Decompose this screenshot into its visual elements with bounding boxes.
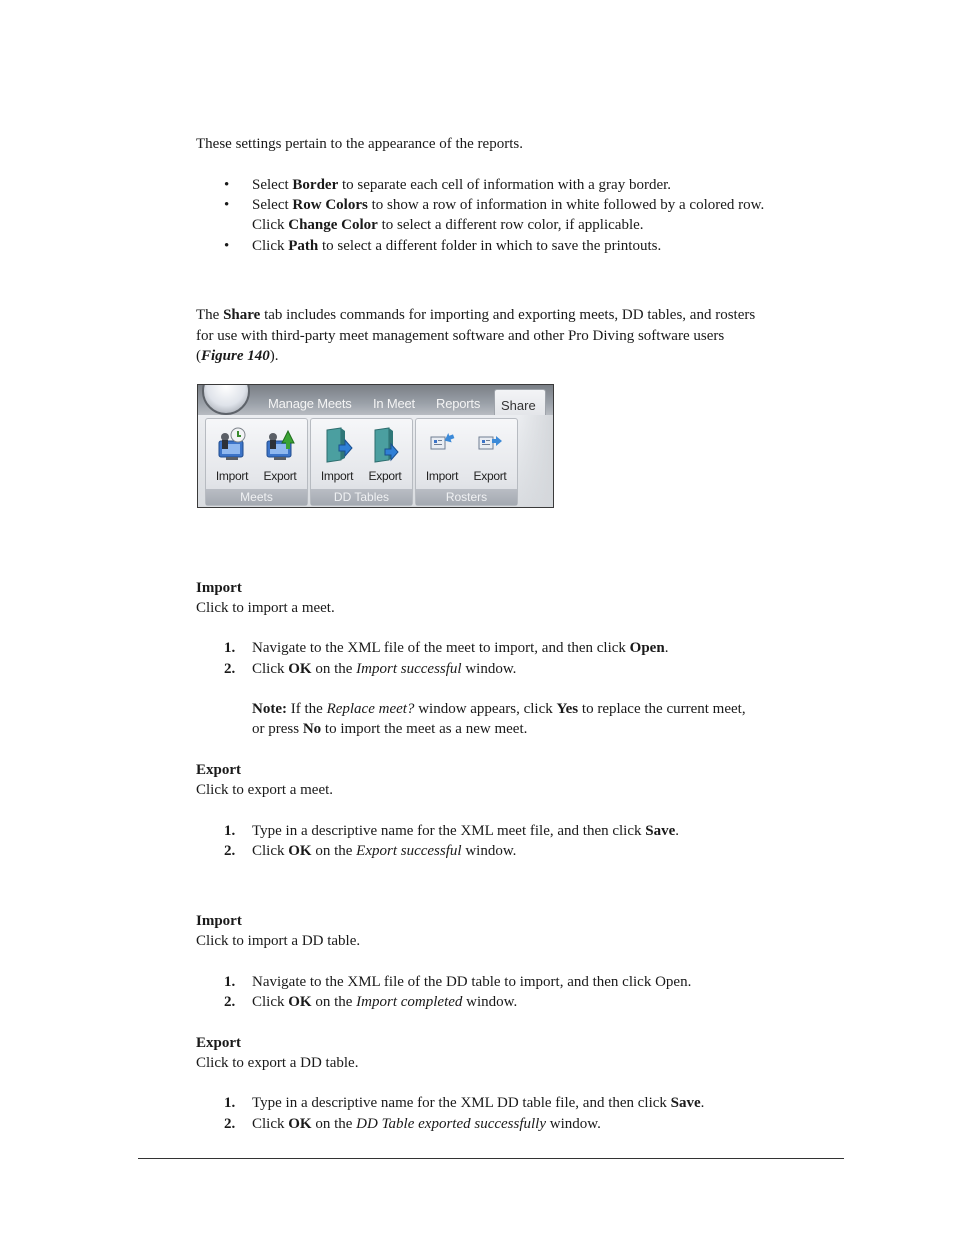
meet-export-icon (264, 427, 296, 465)
dd-import-heading: Import (196, 913, 242, 929)
roster-import-icon (426, 427, 458, 465)
ribbon-tab-bar (198, 385, 553, 415)
ribbon-panel (198, 415, 553, 507)
meet-import-icon (216, 427, 248, 465)
meets-import-note-line2: or press No to import the meet as a new meet. (252, 721, 528, 737)
meets-export-heading: Export (196, 762, 241, 778)
dd-import-icon (321, 427, 353, 465)
meets-export-button[interactable]: Export (257, 425, 303, 483)
share-intro-line2: for use with third-party meet management software and other Pro Diving software users (196, 328, 725, 344)
meets-import-button[interactable]: Import (209, 425, 255, 483)
share-intro-line3: (Figure 140). (196, 348, 279, 364)
meets-import-heading: Import (196, 580, 242, 596)
reports-intro: These settings pertain to the appearance of the reports. (196, 136, 523, 152)
bullet-icon: • (224, 197, 230, 213)
dd-import-button[interactable]: Import (314, 425, 360, 483)
meets-import-desc: Click to import a meet. (196, 600, 335, 616)
application-orb-icon[interactable] (202, 384, 250, 415)
dd-export-icon (369, 427, 401, 465)
meets-export-desc: Click to export a meet. (196, 782, 334, 798)
dd-export-button[interactable]: Export (362, 425, 408, 483)
group-label-rosters: Rosters (416, 489, 517, 505)
group-label-meets: Meets (206, 489, 307, 505)
rosters-export-button[interactable]: Export (467, 425, 513, 483)
dd-import-desc: Click to import a DD table. (196, 933, 361, 949)
share-intro-line1: The Share tab includes commands for importing and exporting meets, DD tables, and rosters (196, 307, 756, 323)
group-meets (205, 418, 308, 506)
group-label-dd-tables: DD Tables (311, 489, 412, 505)
tab-manage-meets[interactable]: Manage Meets (268, 396, 352, 411)
tab-in-meet[interactable]: In Meet (373, 396, 415, 411)
rosters-import-button[interactable]: Import (419, 425, 465, 483)
footer-divider (138, 1158, 844, 1159)
tab-share[interactable]: Share (494, 389, 546, 418)
bullet-icon: • (224, 238, 230, 254)
dd-export-heading: Export (196, 1035, 241, 1051)
meets-import-note-line1: Note: If the Replace meet? window appears, click Yes to replace the current meet, (252, 701, 746, 717)
group-rosters (415, 418, 518, 506)
dd-export-desc: Click to export a DD table. (196, 1055, 359, 1071)
roster-export-icon (474, 427, 506, 465)
bullet-icon: • (224, 177, 230, 193)
group-dd-tables (310, 418, 413, 506)
tab-reports[interactable]: Reports (436, 396, 481, 411)
share-ribbon-figure (197, 384, 554, 508)
